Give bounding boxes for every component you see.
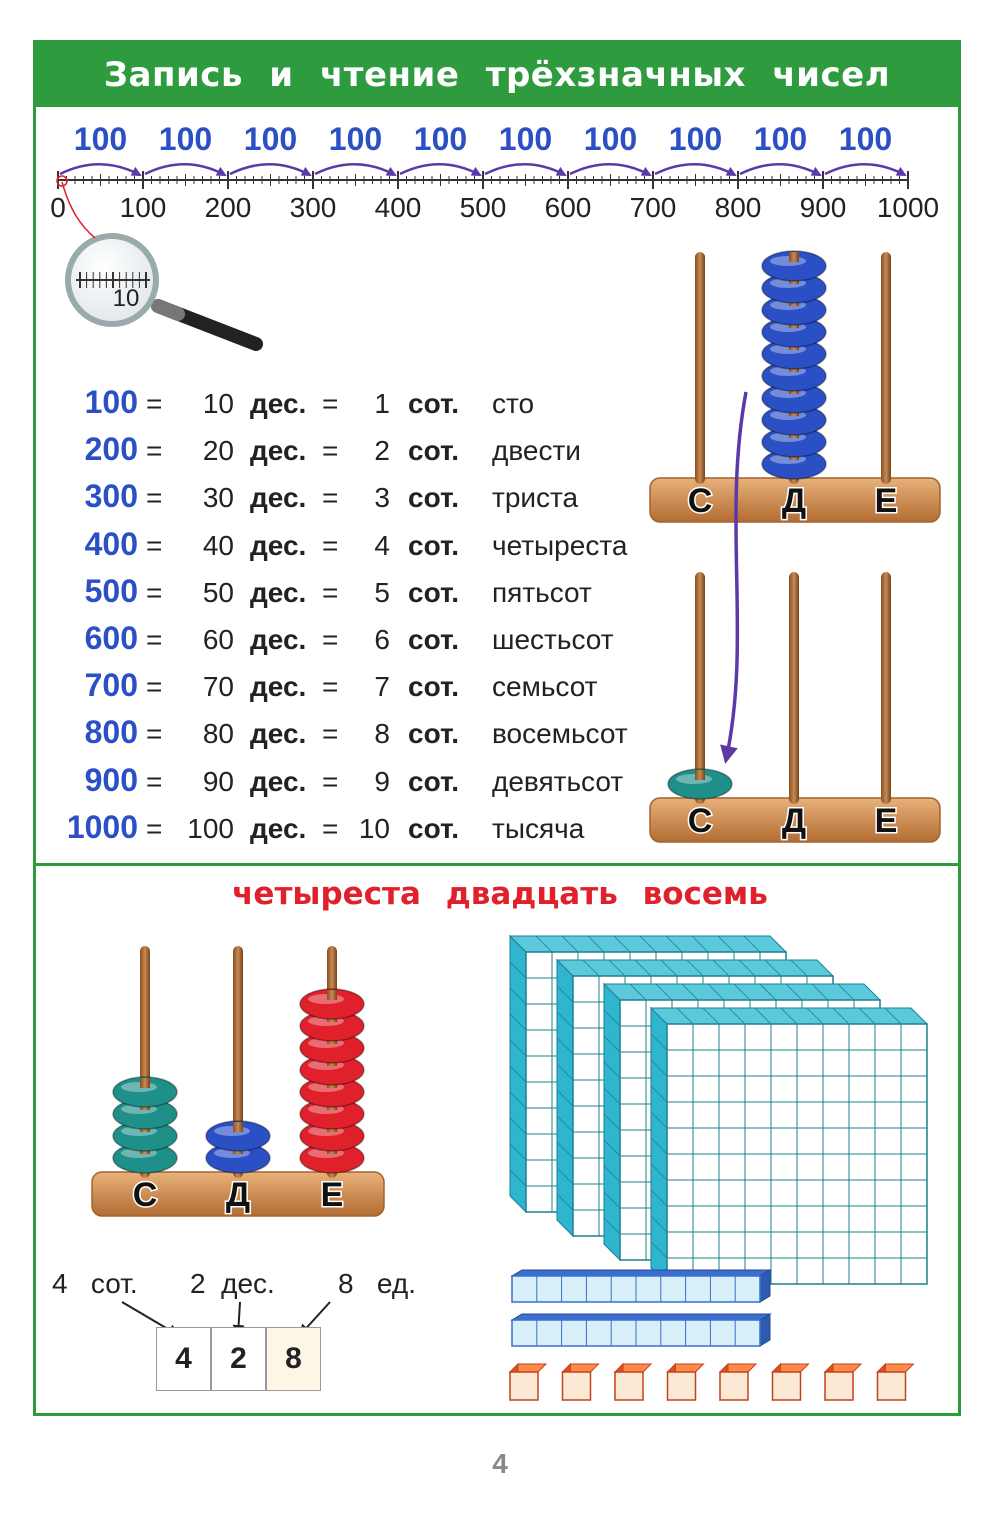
table-tens: 90	[202, 765, 234, 797]
hop-label: 100	[668, 121, 723, 157]
table-hundreds: 7	[374, 671, 390, 703]
table-number: 600	[84, 620, 138, 656]
table-equals: =	[322, 529, 339, 561]
hop-arrow	[570, 164, 650, 175]
table-hundreds-unit: сот.	[408, 624, 460, 655]
table-equals: =	[322, 435, 339, 467]
tick-label: 900	[799, 192, 847, 223]
table-tens: 10	[202, 388, 234, 419]
table-word: пятьсот	[492, 576, 592, 608]
table-hundreds-unit: сот.	[408, 529, 460, 561]
table-tens-unit: дес.	[250, 576, 307, 608]
hop-label: 100	[498, 121, 553, 157]
table-equals: =	[146, 529, 163, 561]
table-tens: 50	[202, 576, 234, 608]
table-number: 200	[84, 431, 138, 468]
table-equals: =	[322, 482, 339, 514]
table-equals: =	[146, 718, 163, 750]
table-equals: =	[322, 812, 339, 844]
hop-arrow	[60, 164, 140, 175]
abacus-example	[92, 946, 384, 1216]
table-hundreds: 9	[374, 765, 390, 797]
hop-label: 100	[583, 121, 638, 157]
table-number: 1000	[66, 808, 138, 845]
tick-label: 0	[50, 192, 66, 223]
table-equals: =	[322, 671, 339, 703]
table-equals: =	[146, 624, 163, 655]
abacus-label: Е	[874, 482, 898, 520]
table-tens-unit: дес.	[250, 529, 307, 561]
tick-label: 800	[714, 192, 762, 223]
example-number-words: четыреста двадцать восемь	[232, 876, 768, 912]
table-tens-unit: дес.	[250, 624, 307, 655]
abacus-middle	[650, 572, 940, 842]
table-hundreds-unit: сот.	[408, 671, 460, 703]
table-word: восемьсот	[492, 718, 628, 750]
tick-label: 500	[459, 192, 507, 223]
table-hundreds: 1	[374, 388, 390, 419]
table-number: 400	[84, 525, 138, 562]
table-word: девятьсот	[492, 765, 624, 797]
abacus-label: Е	[874, 802, 898, 840]
table-hundreds-unit: сот.	[408, 388, 460, 419]
place-label-ones: 8 ед.	[338, 1268, 416, 1299]
abacus-label: Д	[781, 802, 807, 840]
table-equals: =	[322, 576, 339, 608]
table-tens-unit: дес.	[250, 435, 307, 467]
tick-label: 100	[119, 192, 167, 223]
base-ten-blocks	[510, 936, 927, 1400]
table-word: четыреста	[492, 529, 628, 561]
hop-label: 100	[838, 121, 893, 157]
tick-label: 200	[204, 192, 252, 223]
table-equals: =	[322, 388, 339, 419]
hop-label: 100	[73, 121, 128, 157]
digit-hundreds: 4	[156, 1327, 211, 1391]
table-word: шестьсот	[492, 624, 614, 655]
hop-arrow	[145, 164, 225, 175]
abacus-label: Д	[225, 1176, 251, 1214]
table-number: 300	[84, 478, 138, 515]
place-label-tens: 2 дес.	[190, 1268, 275, 1299]
magnifier-icon	[68, 236, 256, 344]
table-hundreds-unit: сот.	[408, 435, 460, 467]
abacus-label: С	[687, 482, 713, 520]
table-hundreds: 5	[374, 576, 390, 608]
table-tens: 60	[202, 624, 234, 655]
tick-label: 400	[374, 192, 422, 223]
unit-cube	[773, 1372, 801, 1400]
hop-arrow	[400, 164, 480, 175]
unit-cube	[720, 1372, 748, 1400]
table-equals: =	[322, 624, 339, 655]
abacus-label: Д	[781, 482, 807, 520]
tick-label: 300	[289, 192, 337, 223]
table-equals: =	[146, 812, 163, 844]
magnifier-label: 10	[112, 285, 140, 312]
hop-arrow	[655, 164, 735, 175]
tick-label: 700	[629, 192, 677, 223]
table-hundreds-unit: сот.	[408, 765, 460, 797]
page-number: 4	[492, 1448, 508, 1479]
table-word: семьсот	[492, 671, 598, 703]
digit-tens: 2	[211, 1327, 266, 1391]
table-equals: =	[146, 576, 163, 608]
table-hundreds-unit: сот.	[408, 718, 460, 750]
table-hundreds: 2	[374, 435, 390, 467]
unit-cube	[668, 1372, 696, 1400]
abacus-label: С	[687, 802, 713, 840]
hop-arrow	[485, 164, 565, 175]
table-tens-unit: дес.	[250, 388, 307, 419]
hop-label: 100	[753, 121, 808, 157]
hop-arrow	[315, 164, 395, 175]
table-tens: 20	[202, 435, 234, 467]
table-number: 800	[84, 714, 138, 751]
ring-exchange-arrow	[726, 392, 746, 760]
table-hundreds: 3	[374, 482, 390, 514]
table-number: 500	[84, 572, 138, 609]
table-number: 700	[84, 667, 138, 704]
hop-arrow	[740, 164, 820, 175]
tick-label: 600	[544, 192, 592, 223]
hop-label: 100	[328, 121, 383, 157]
digit-ones: 8	[266, 1327, 321, 1391]
hop-label: 100	[413, 121, 468, 157]
table-hundreds: 6	[374, 624, 390, 655]
table-tens: 80	[202, 718, 234, 750]
table-hundreds-unit: сот.	[408, 812, 460, 844]
unit-cube	[563, 1372, 591, 1400]
table-hundreds: 8	[374, 718, 390, 750]
table-tens-unit: дес.	[250, 671, 307, 703]
table-word: триста	[492, 482, 579, 514]
table-tens-unit: дес.	[250, 765, 307, 797]
table-equals: =	[146, 765, 163, 797]
table-equals: =	[322, 718, 339, 750]
table-tens-unit: дес.	[250, 718, 307, 750]
place-label-hundreds: 4 сот.	[52, 1268, 138, 1299]
abacus-top	[650, 251, 940, 522]
table-tens: 100	[187, 812, 234, 844]
table-hundreds: 10	[358, 812, 390, 844]
tick-label: 1000	[876, 192, 940, 223]
table-equals: =	[146, 388, 163, 419]
table-hundreds: 4	[374, 529, 390, 561]
table-number: 100	[84, 384, 138, 420]
unit-cube	[510, 1372, 538, 1400]
unit-cube	[878, 1372, 906, 1400]
abacus-label: Е	[320, 1176, 344, 1214]
table-tens: 30	[202, 482, 234, 514]
table-tens-unit: дес.	[250, 812, 307, 844]
hop-label: 100	[243, 121, 298, 157]
table-hundreds-unit: сот.	[408, 576, 460, 608]
table-word: двести	[492, 435, 581, 467]
hop-arrow	[825, 164, 905, 175]
page-title: Запись и чтение трёхзначных чисел	[103, 55, 891, 95]
table-word: тысяча	[492, 812, 585, 844]
table-equals: =	[146, 482, 163, 514]
abacus-label: С	[132, 1176, 158, 1214]
table-equals: =	[146, 435, 163, 467]
table-word: сто	[492, 388, 535, 419]
table-tens: 40	[202, 529, 234, 561]
number-line	[50, 121, 939, 223]
unit-cube	[825, 1372, 853, 1400]
table-equals: =	[322, 765, 339, 797]
unit-cube	[615, 1372, 643, 1400]
table-number: 900	[84, 761, 138, 798]
table-hundreds-unit: сот.	[408, 482, 460, 514]
hop-label: 100	[158, 121, 213, 157]
table-tens-unit: дес.	[250, 482, 307, 514]
table-equals: =	[146, 671, 163, 703]
table-tens: 70	[202, 671, 234, 703]
hop-arrow	[230, 164, 310, 175]
